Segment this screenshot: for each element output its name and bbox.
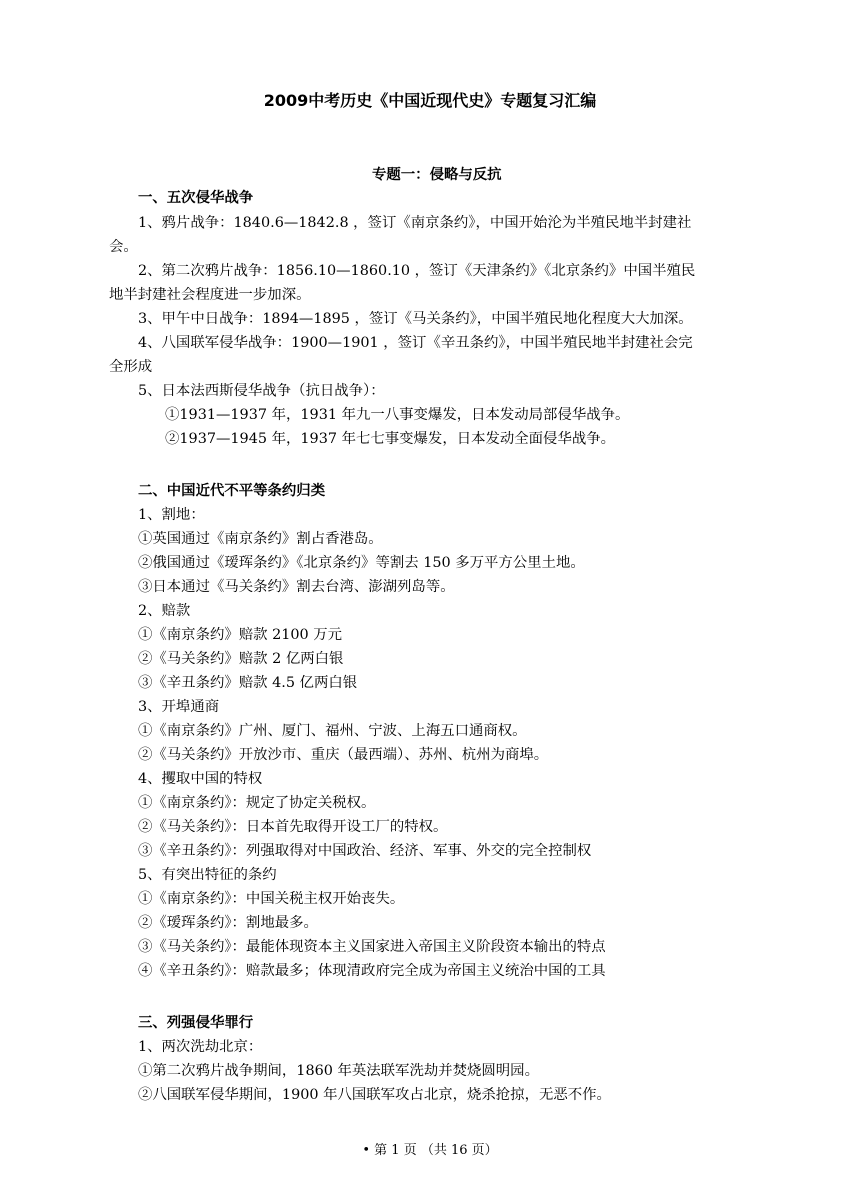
section-heading: 三、列强侵华罪行 bbox=[138, 1015, 254, 1031]
paragraph-line: ②八国联军侵华期间，1900 年八国联军攻占北京，烧杀抢掠，无恶不作。 bbox=[138, 1087, 611, 1103]
paragraph-line: ①第二次鸦片战争期间，1860 年英法联军洗劫并焚烧圆明园。 bbox=[138, 1063, 539, 1079]
section-heading: 一、五次侵华战争 bbox=[138, 190, 254, 206]
paragraph-line: ①英国通过《南京条约》割占香港岛。 bbox=[138, 531, 383, 547]
paragraph-line: 地半封建社会程度进一步加深。 bbox=[109, 287, 311, 303]
paragraph-line: 1、割地： bbox=[138, 507, 205, 523]
paragraph-line: ①《南京条约》：规定了协定关税权。 bbox=[138, 795, 376, 811]
paragraph-line: 3、开埠通商 bbox=[138, 699, 220, 715]
paragraph-line: 4、八国联军侵华战争：1900—1901 ，签订《辛丑条约》，中国半殖民地半封建社会完 bbox=[138, 335, 693, 351]
paragraph-line: ②《马关条约》开放沙市、重庆（最西端）、苏州、杭州为商埠。 bbox=[138, 747, 549, 763]
paragraph-line: ③《辛丑条约》：列强取得对中国政治、经济、军事、外交的完全控制权 bbox=[138, 843, 592, 859]
section-heading: 二、中国近代不平等条约归类 bbox=[138, 483, 326, 499]
paragraph-line: ①《南京条约》：中国关税主权开始丧失。 bbox=[138, 891, 405, 907]
paragraph-line: 5、日本法西斯侵华战争（抗日战争）： bbox=[138, 383, 385, 399]
document-title: 2009中考历史《中国近现代史》专题复习汇编 bbox=[263, 91, 597, 110]
paragraph-line: ①《南京条约》广州、厦门、福州、宁波、上海五口通商权。 bbox=[138, 723, 527, 739]
paragraph-line: ②《瑷珲条约》：割地最多。 bbox=[138, 915, 318, 931]
paragraph-line: ④《辛丑条约》：赔款最多；体现清政府完全成为帝国主义统治中国的工具 bbox=[138, 963, 606, 979]
paragraph-line: 2、赔款 bbox=[138, 603, 191, 619]
paragraph-line: ①1931—1937 年，1931 年九一八事变爆发，日本发动局部侵华战争。 bbox=[165, 407, 630, 423]
paragraph-line: ③《辛丑条约》赔款 4.5 亿两白银 bbox=[138, 675, 358, 691]
paragraph-line: 4、攫取中国的特权 bbox=[138, 771, 263, 787]
topic-heading: 专题一：侵略与反抗 bbox=[372, 167, 502, 183]
paragraph-line: 2、第二次鸦片战争：1856.10—1860.10 ，签订《天津条约》《北京条约》中国半殖民 bbox=[138, 263, 696, 279]
paragraph-line: 全形成 bbox=[109, 359, 153, 375]
paragraph-line: ②《马关条约》：日本首先取得开设工厂的特权。 bbox=[138, 819, 448, 835]
paragraph-line: 3、甲午中日战争：1894—1895 ，签订《马关条约》，中国半殖民地化程度大大加深。 bbox=[138, 311, 693, 327]
paragraph-line: ②《马关条约》赔款 2 亿两白银 bbox=[138, 651, 344, 667]
paragraph-line: ③日本通过《马关条约》割去台湾、澎湖列岛等。 bbox=[138, 579, 455, 595]
paragraph-line: 5、有突出特征的条约 bbox=[138, 867, 277, 883]
paragraph-line: ③《马关条约》：最能体现资本主义国家进入帝国主义阶段资本输出的特点 bbox=[138, 939, 606, 955]
paragraph-line: 1、鸦片战争：1840.6—1842.8 ，签订《南京条约》，中国开始沦为半殖民地半封建社 bbox=[138, 215, 692, 231]
paragraph-line: ①《南京条约》赔款 2100 万元 bbox=[138, 627, 343, 643]
paragraph-line: ②俄国通过《瑷珲条约》《北京条约》等割去 150 多万平方公里土地。 bbox=[138, 555, 585, 571]
paragraph-line: 会。 bbox=[109, 239, 138, 255]
paragraph-line: ②1937—1945 年，1937 年七七事变爆发，日本发动全面侵华战争。 bbox=[165, 431, 616, 447]
page-footer: • 第 1 页 （共 16 页） bbox=[362, 1143, 498, 1158]
paragraph-line: 1、两次洗劫北京： bbox=[138, 1039, 263, 1055]
